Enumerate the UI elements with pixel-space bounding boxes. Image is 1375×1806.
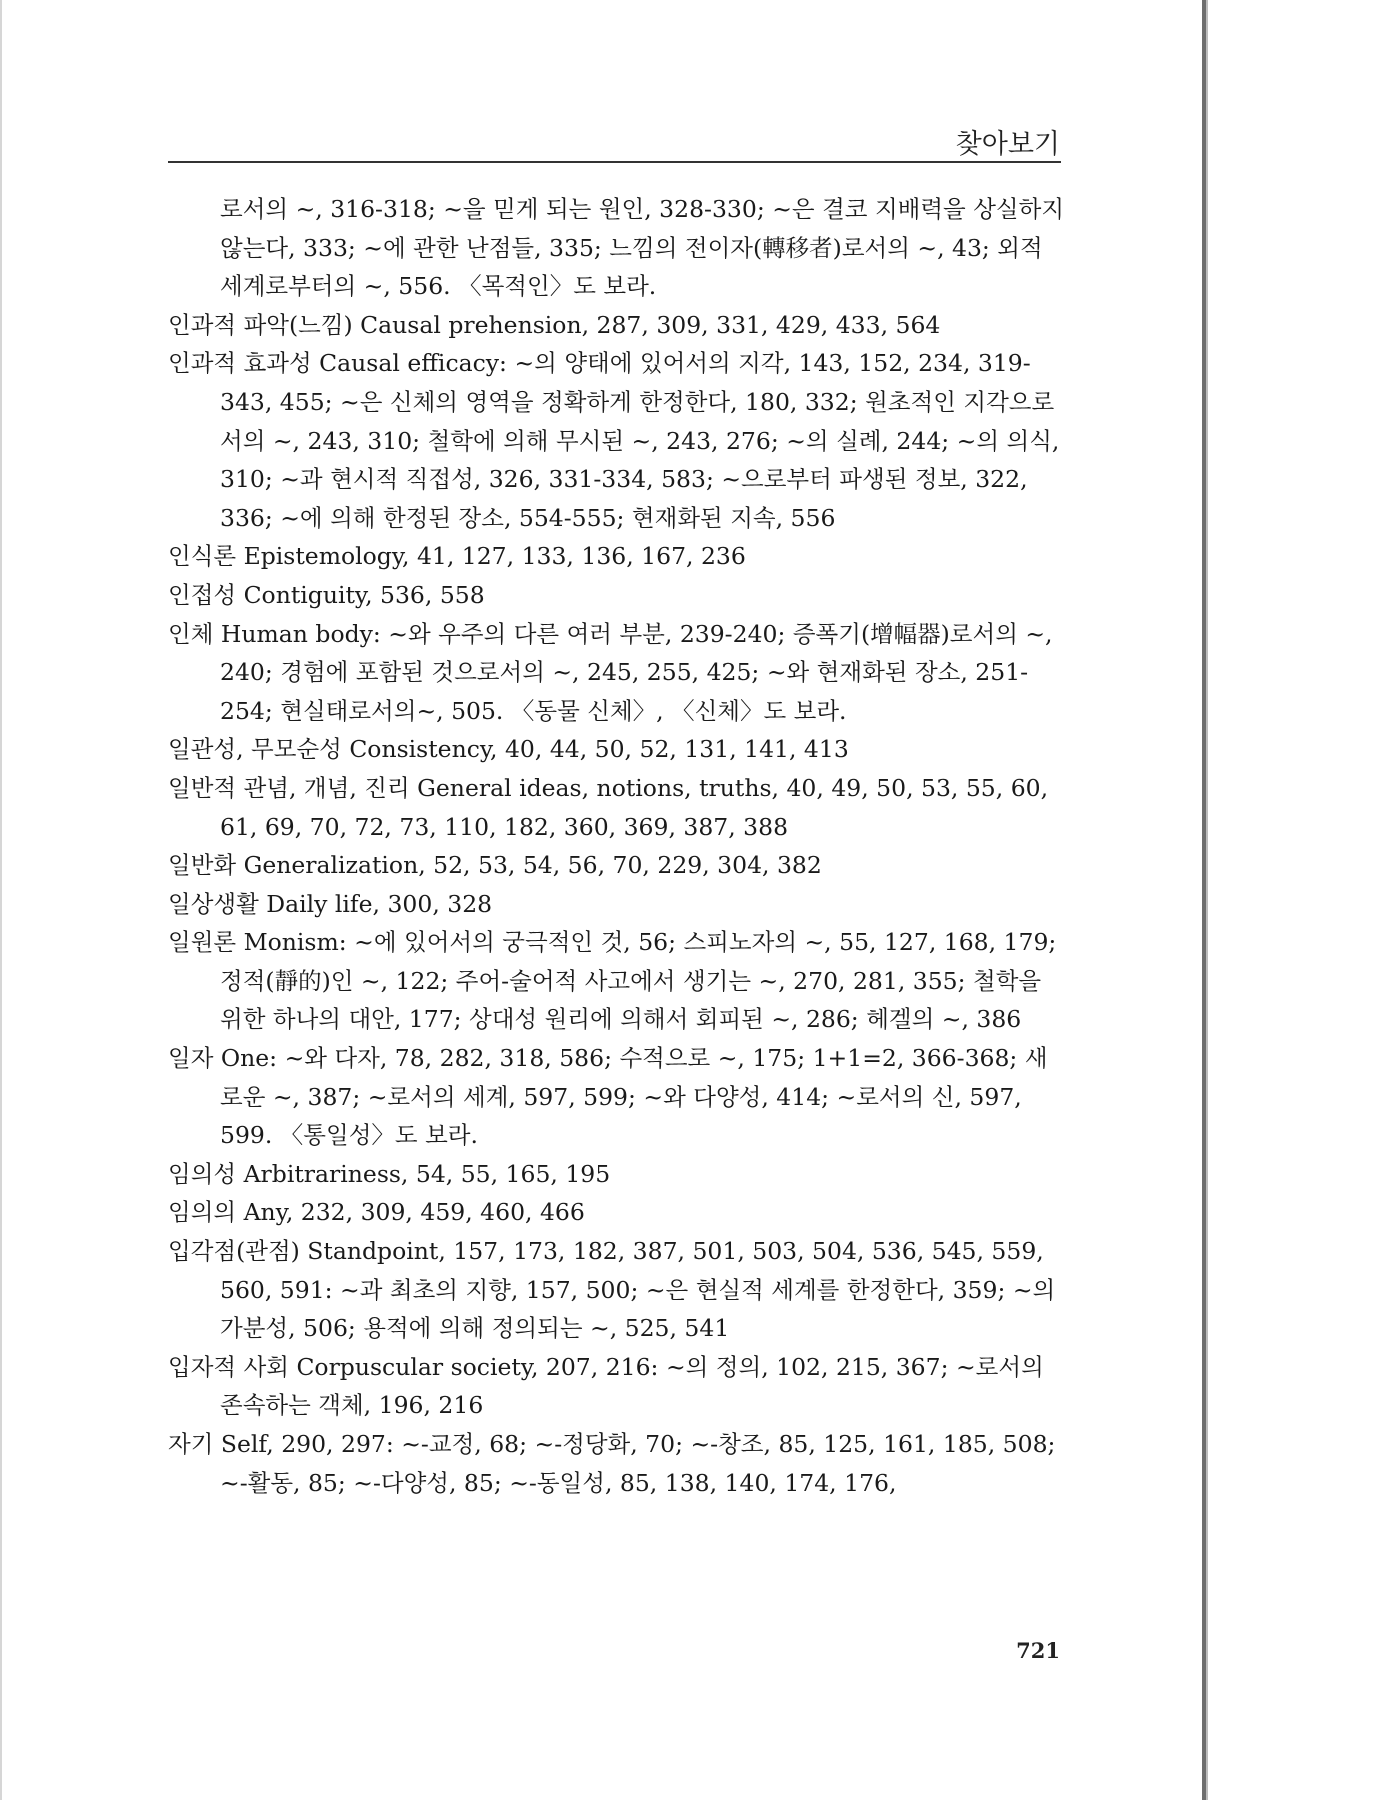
index-entry-references: 157, 173, 182, 387, 501, 503, 504, 536, 545, 559, 560, 591: ~과 최초의 지향, 157, 500; ~은 현실적 세계를 한정한다, 359; ~의 가분성, 506; 용적에 의해 정의되는 ~, 525, 541 xyxy=(220,1237,1056,1343)
index-entry-references: 41, 127, 133, 136, 167, 236 xyxy=(409,542,746,571)
index-entry-headword: 인접성 Contiguity, xyxy=(168,580,373,609)
index-entry xyxy=(168,1232,1068,1348)
index-entry xyxy=(168,1193,1068,1232)
index-entry-references: ~에 있어서의 궁극적인 것, 56; 스피노자의 ~, 55, 127, 168, 179; 정적(靜的)인 ~, 122; 주어-술어적 사고에서 생기는 ~, 270, 281, 355; 철학을 위한 하나의 대안, 177; 상대성 원리에 의해서 회피된 ~, 286; 헤겔의 ~, 386 xyxy=(220,928,1057,1034)
index-entry-references: 300, 328 xyxy=(380,889,493,918)
index-entry-headword: 자기 Self, xyxy=(168,1430,274,1458)
index-entry-headword: 인식론 Epistemology, xyxy=(168,542,410,571)
index-entry xyxy=(168,923,1068,1039)
index-entry-headword: 일반적 관념, 개념, 진리 General ideas, notions, truths, xyxy=(168,773,780,802)
index-entry xyxy=(168,306,1068,345)
running-header: 찾아보기 xyxy=(955,129,1060,160)
index-entry-headword: 일원론 Monism: xyxy=(168,928,347,957)
index-entry-headword: 일관성, 무모순성 Consistency, xyxy=(168,735,498,764)
index-entry xyxy=(168,846,1068,885)
index-entry-references: ~의 양태에 있어서의 지각, 143, 152, 234, 319-343, 455; ~은 신체의 영역을 정확하게 한정한다, 180, 332; 원초적인 지각으로서의 ~, 243, 310; 철학에 의해 무시된 ~, 243, 276; ~의 실례, 244; ~의 의식, 310; ~과 현시적 직접성, 326, 331-334, 583; ~으로부터 파생된 정보, 322, 336; ~에 의해 한정된 장소, 554-555; 현재화된 지속, 556 xyxy=(220,349,1060,532)
index-entry xyxy=(168,1155,1068,1194)
index-entry-references: 40, 49, 50, 53, 55, 60, 61, 69, 70, 72, 73, 110, 182, 360, 369, 387, 388 xyxy=(220,773,1049,841)
index-entry xyxy=(168,1039,1068,1155)
index-entry-references: ~와 다자, 78, 282, 318, 586; 수적으로 ~, 175; 1+1=2, 366-368; 새로운 ~, 387; ~로서의 세계, 597, 599; ~와 다양성, 414; ~로서의 신, 597, 599. 〈통일성〉도 보라. xyxy=(220,1044,1048,1150)
index-entry-headword: 임의성 Arbitrariness, xyxy=(168,1159,409,1188)
index-body xyxy=(168,190,1068,1502)
index-entry-headword: 인과적 효과성 Causal efficacy: xyxy=(168,349,507,378)
index-entry-references: 232, 309, 459, 460, 466 xyxy=(293,1198,585,1227)
header-rule xyxy=(168,161,1061,163)
index-entry xyxy=(168,769,1068,846)
index-entry xyxy=(168,537,1068,576)
index-entry-continuation: 로서의 ~, 316-318; ~을 믿게 되는 원인, 328-330; ~은 결코 지배력을 상실하지 않는다, 333; ~에 관한 난점들, 335; 느낌의 전이자(轉移者)로서의 ~, 43; 외적 세계로부터의 ~, 556. 〈목적인〉도 보라. xyxy=(220,195,1065,301)
index-entry-references: 54, 55, 165, 195 xyxy=(408,1159,611,1188)
index-entry xyxy=(168,885,1068,924)
index-entry-references: 52, 53, 54, 56, 70, 229, 304, 382 xyxy=(425,851,822,880)
index-entry-references: ~와 우주의 다른 여러 부분, 239-240; 증폭기(增幅器)로서의 ~, 240; 경험에 포함된 것으로서의 ~, 245, 255, 425; ~와 현재화된 장소, 251-254; 현실태로서의~, 505. 〈동물 신체〉, 〈신체〉도 보라. xyxy=(220,619,1053,725)
index-entry-headword: 일자 One: xyxy=(168,1044,278,1073)
index-entry xyxy=(168,576,1068,615)
index-entry-headword: 일상생활 Daily life, xyxy=(168,889,381,918)
index-entry xyxy=(168,615,1068,731)
index-entry-references: 290, 297: ~-교정, 68; ~-정당화, 70; ~-창조, 85, 125, 161, 185, 508; ~-활동, 85; ~-다양성, 85; ~-동일성, 85, 138, 140, 174, 176, xyxy=(220,1430,1056,1497)
index-entry-headword: 입자적 사회 Corpuscular society, xyxy=(168,1352,539,1381)
index-entry xyxy=(168,1425,1068,1502)
index-entry xyxy=(168,1348,1068,1425)
index-entries xyxy=(168,306,1068,1502)
index-entry-references: 536, 558 xyxy=(372,580,485,609)
index-entry-references: 287, 309, 331, 429, 433, 564 xyxy=(589,310,941,339)
index-entry-references: 40, 44, 50, 52, 131, 141, 413 xyxy=(497,735,849,764)
index-entry xyxy=(168,344,1068,537)
index-entry-headword: 임의의 Any, xyxy=(168,1198,294,1227)
index-entry-headword: 입각점(관점) Standpoint, xyxy=(168,1237,446,1266)
index-entry-headword: 인체 Human body: xyxy=(168,619,381,648)
index-entry-headword: 인과적 파악(느낌) Causal prehension, xyxy=(168,310,590,339)
page-edge xyxy=(0,0,2,1800)
page-number: 721 xyxy=(1016,1638,1060,1663)
index-entry-references: 207, 216: ~의 정의, 102, 215, 367; ~로서의 존속하는 객체, 196, 216 xyxy=(220,1352,1044,1420)
index-entry xyxy=(168,730,1068,769)
index-entry-headword: 일반화 Generalization, xyxy=(168,851,426,880)
